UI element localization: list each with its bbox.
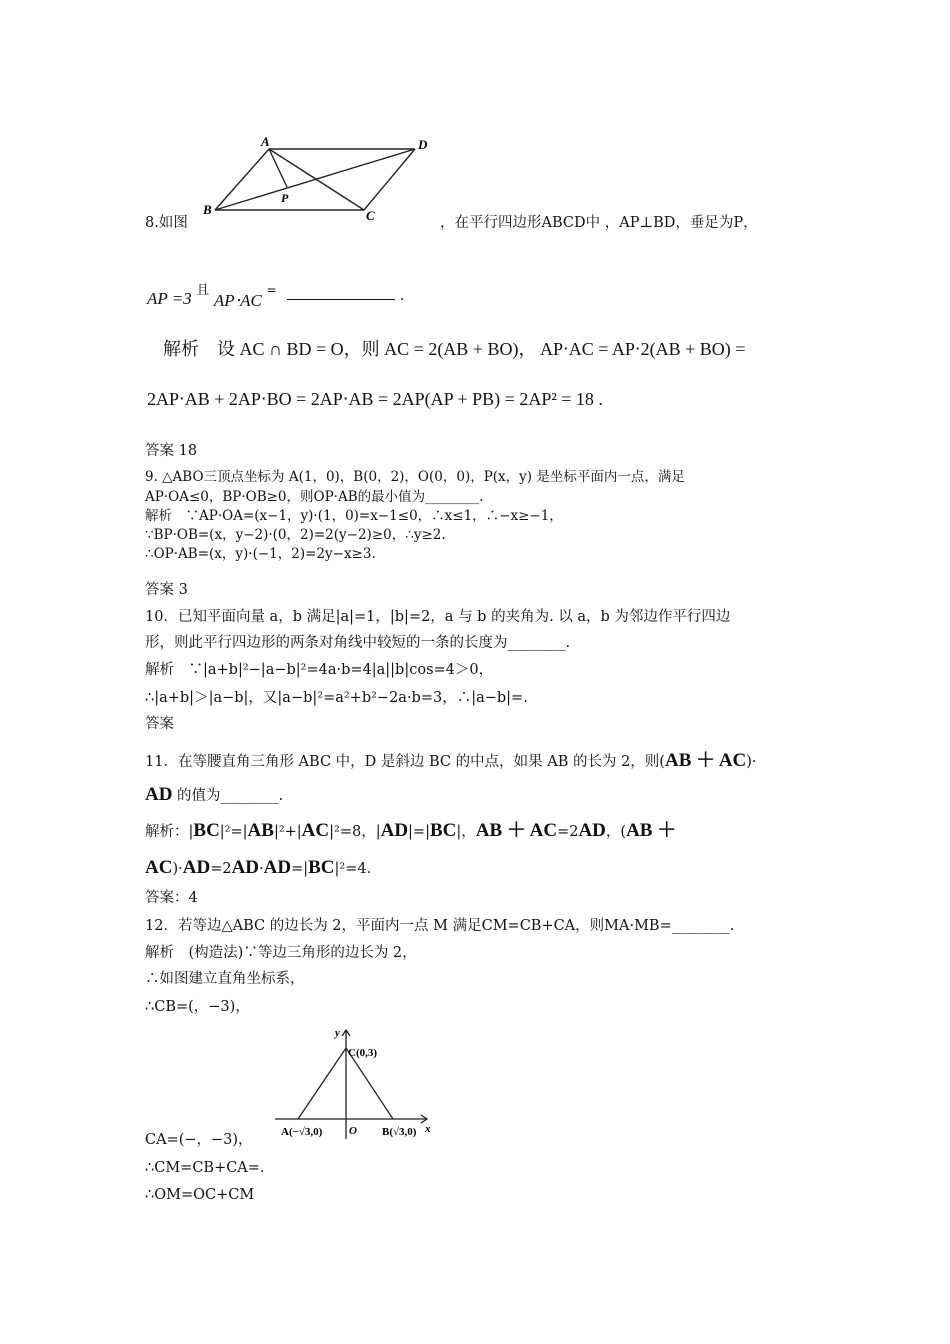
q11-line1 <box>145 748 757 775</box>
q12-line2: 解析 (构造法)∵等边三角形的边长为 2， <box>145 945 417 961</box>
q12-line5: CA=(−，−3)， <box>145 1132 253 1148</box>
q11-l2-text: 的值为________. <box>172 788 284 804</box>
q8-condition <box>147 285 404 315</box>
q11-l3-mid2: |²+| <box>273 824 302 840</box>
q8-cond-eq: = <box>266 283 277 297</box>
q12-line7: ∴OM=OC+CM <box>145 1187 255 1203</box>
q12-line4: ∴CB=(，−3)， <box>145 999 250 1015</box>
parallelogram-figure <box>203 132 435 224</box>
q12-line6: ∴CM=CB+CA=. <box>145 1160 265 1176</box>
q11-line2 <box>145 782 283 809</box>
q11-l3-ab2: AB ＋ <box>626 820 677 841</box>
q8-solution-line1: 解析 设 AC ∩ BD = O，则 AC = 2(AB + BO)， AP⋅AC = AP⋅2(AB + BO) = <box>163 339 746 359</box>
q11-line3 <box>145 818 676 845</box>
q11-l3-bc2: BC <box>429 820 457 841</box>
q11-l3-mid4: |=| <box>408 824 430 840</box>
q10-line3: 解析 ∵|a+b|²−|a−b|²=4a·b=4|a||b|cos=4＞0， <box>145 662 494 678</box>
q11-l3-mid3: |²=8，| <box>329 824 381 840</box>
q9-line1: 9. △ABO三顶点坐标为 A(1，0)，B(0，2)，O(0，0)，P(x，y) 是坐标平面内一点，满足 <box>145 469 685 485</box>
q8-cond-mid: 且 <box>196 283 210 298</box>
fig8-label-P: P <box>281 191 289 205</box>
q11-l3-ad2: AD <box>578 820 606 841</box>
q11-l3-ad: AD <box>380 820 409 841</box>
q11-l1-math: AB ＋ AC <box>664 750 747 771</box>
q9-line5: ∴OP·AB=(x，y)·(−1，2)=2y−x≥3. <box>145 546 376 562</box>
q9-line3: 解析 ∵AP·OA=(x−1，y)·(1，0)=x−1≤0，∴x≤1，∴−x≥−1， <box>145 508 563 524</box>
q8-answer-blank <box>287 287 395 300</box>
q10-line1: 10．已知平面向量 a，b 满足|a|=1，|b|=2，a 与 b 的夹角为. 以 a，b 为邻边作平行四边 <box>145 609 731 625</box>
fig12-label-B: B(√3,0) <box>382 1126 417 1138</box>
q11-l3-pre: 解析：| <box>145 824 194 840</box>
q11-l4-dot: · <box>259 861 264 877</box>
q11-l4-ad3: AD <box>263 857 292 878</box>
fig12-label-x: x <box>425 1123 431 1135</box>
q11-l3-tail: ，( <box>605 824 627 840</box>
q8-cond-end: . <box>399 288 405 304</box>
q8-solution-line2: 2AP⋅AB + 2AP⋅BO = 2AP⋅AB = 2AP(AP + PB) = 2AP² = 18 . <box>147 389 603 409</box>
q12-line1: 12．若等边△ABC 的边长为 2，平面内一点 M 满足CM=CB+CA，则MA·MB=________. <box>145 918 735 934</box>
q11-l4-end: |²=4. <box>334 861 372 877</box>
q11-l3-ac: AC <box>301 820 330 841</box>
q8-cond-expr: AP⋅AC <box>213 291 262 310</box>
q11-l3-ab: AB <box>247 820 274 841</box>
q12-line3: ∴如图建立直角坐标系， <box>145 971 305 987</box>
q11-l3-mid5: |， <box>456 824 476 840</box>
q8-lead: 8.如图 <box>145 215 188 231</box>
fig8-label-A: A <box>261 134 270 149</box>
fig12-label-O: O <box>349 1125 357 1137</box>
q10-answer: 答案 <box>145 716 174 732</box>
q11-l1-text: 11．在等腰直角三角形 ABC 中，D 是斜边 BC 的中点，如果 AB 的长为 2，则( <box>145 754 665 770</box>
fig12-label-A: A(−√3,0) <box>281 1126 323 1138</box>
q11-l2-math: AD <box>145 784 173 805</box>
q11-l3-eq: =2 <box>557 824 579 840</box>
q8-cond-left: AP =3 <box>147 289 192 308</box>
q8-text: ，在平行四边形ABCD中 ，AP⊥BD，垂足为P， <box>440 215 758 231</box>
q11-l4-ac: AC <box>145 857 173 878</box>
q10-line2: 形，则此平行四边形的两条对角线中较短的一条的长度为________. <box>145 635 571 651</box>
q11-l4-mid3: =| <box>291 861 309 877</box>
q9-line2: AP·OA≤0，BP·OB≥0，则OP·AB的最小值为________. <box>145 489 484 505</box>
q10-line4: ∴|a+b|＞|a−b|，又|a−b|²=a²+b²−2a·b=3，∴|a−b|=. <box>145 690 528 706</box>
q11-l3-mid1: |²=| <box>219 824 248 840</box>
q11-l4-bc: BC <box>308 857 335 878</box>
q11-answer: 答案：4 <box>145 890 198 906</box>
fig12-label-C: C(0,3) <box>348 1047 378 1059</box>
fig12-label-y: y <box>335 1027 340 1039</box>
fig8-label-C: C <box>366 208 375 223</box>
q11-l1-post: )· <box>746 754 757 770</box>
q9-line4: ∵BP·OB=(x，y−2)·(0，2)=2(y−2)≥0，∴y≥2. <box>145 527 446 543</box>
fig8-label-D: D <box>418 137 428 152</box>
q8-answer: 答案 18 <box>145 443 198 459</box>
q11-l4-mid2: =2 <box>210 861 232 877</box>
q11-l4-mid1: )· <box>172 861 183 877</box>
q11-l4-ad2: AD <box>231 857 260 878</box>
q11-l3-sum: AB ＋ AC <box>475 820 558 841</box>
fig8-label-B: B <box>203 202 212 217</box>
coordinate-triangle-figure <box>275 1022 440 1144</box>
q11-l4-ad: AD <box>182 857 211 878</box>
q11-l3-bc: BC <box>193 820 220 841</box>
q11-line4 <box>145 855 371 882</box>
q9-answer: 答案 3 <box>145 582 188 598</box>
